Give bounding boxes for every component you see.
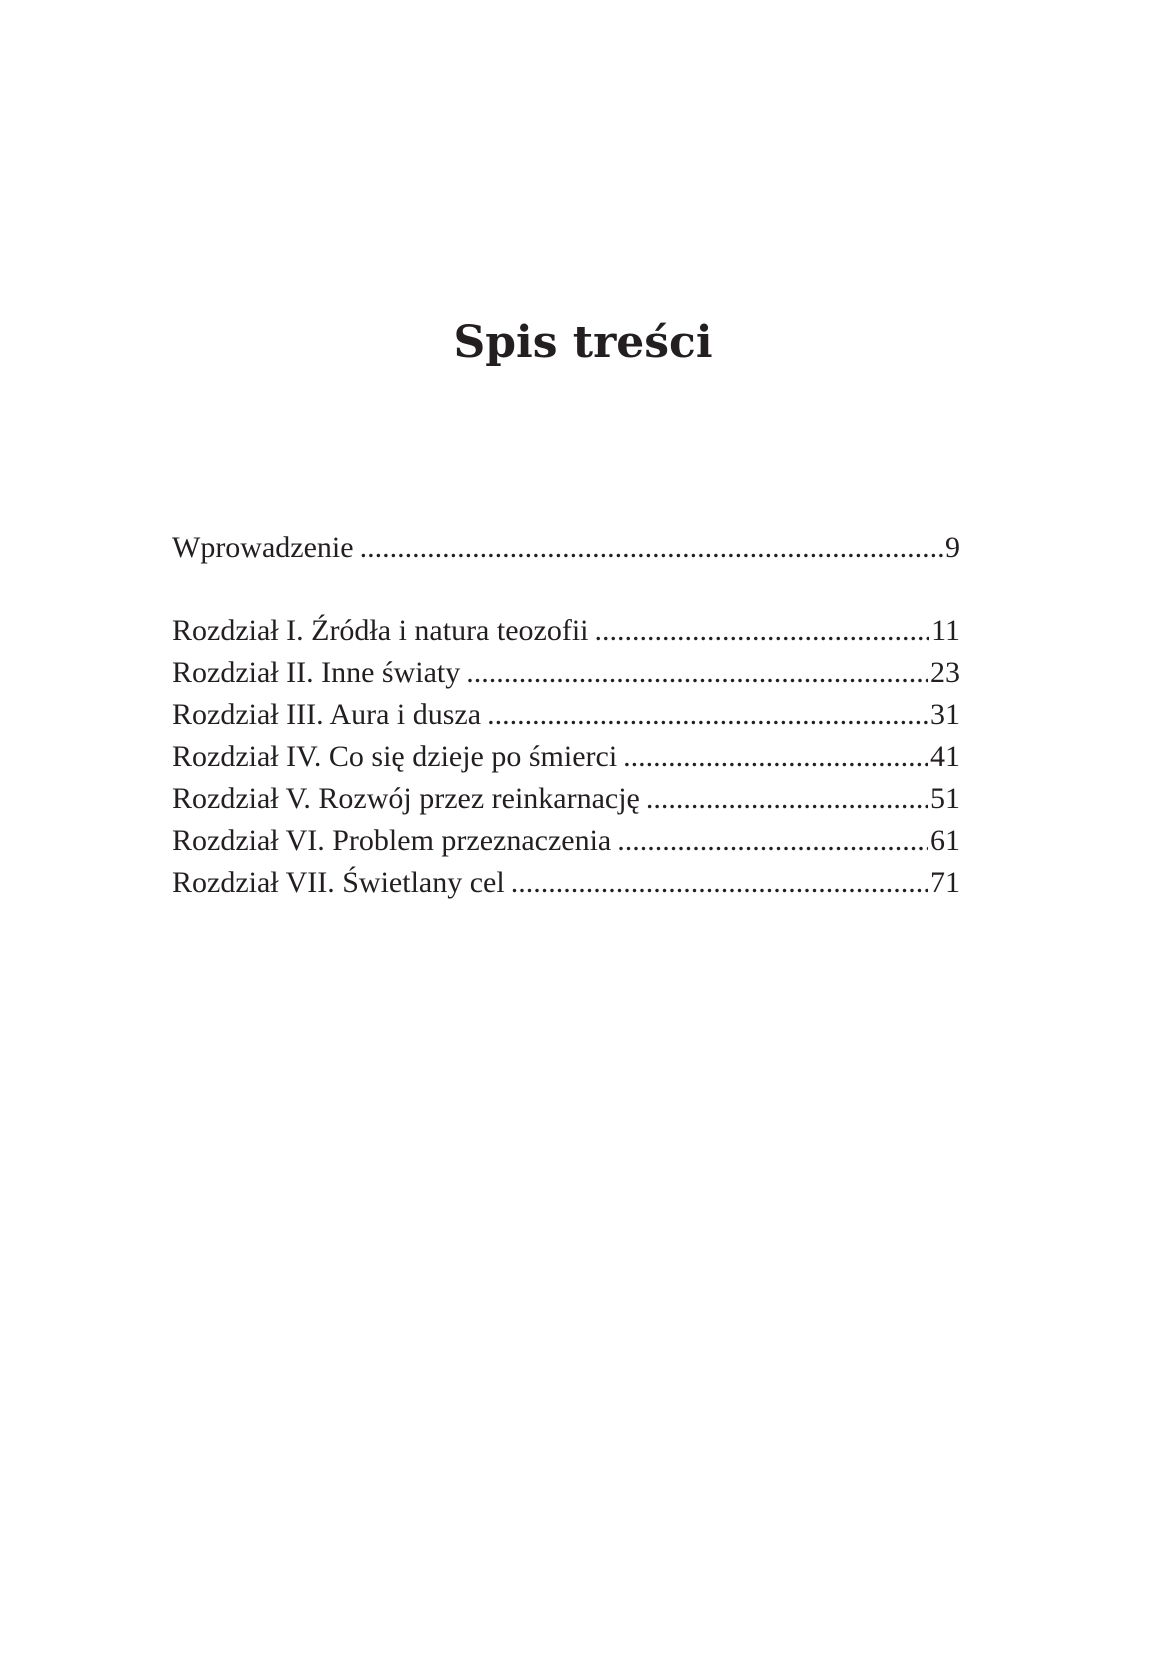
table-of-contents xyxy=(172,527,960,904)
dot-leader xyxy=(595,610,930,652)
dot-leader xyxy=(617,820,928,862)
toc-entry-intro xyxy=(172,527,960,569)
dot-leader xyxy=(511,862,928,904)
toc-entry-page: 11 xyxy=(931,614,960,647)
dot-leader xyxy=(646,778,928,820)
toc-entry-label: Rozdział IV. Co się dzieje po śmierci xyxy=(172,740,618,773)
toc-entry-page: 61 xyxy=(930,824,960,857)
toc-entry-page: 71 xyxy=(930,866,960,899)
toc-entry-label: Rozdział VI. Problem przeznaczenia xyxy=(172,824,612,857)
toc-entry-label: Rozdział II. Inne światy xyxy=(172,656,461,689)
dot-leader xyxy=(466,652,928,694)
toc-entry-chapter-7 xyxy=(172,862,960,904)
toc-entry-label: Rozdział III. Aura i dusza xyxy=(172,698,482,731)
toc-entry-label: Wprowadzenie xyxy=(172,531,354,564)
toc-entry-chapter-2 xyxy=(172,652,960,694)
dot-leader xyxy=(360,527,943,569)
toc-entry-label: Rozdział I. Źródła i natura teozofii xyxy=(172,614,589,647)
toc-entry-page: 23 xyxy=(930,656,960,689)
dot-leader xyxy=(623,736,928,778)
toc-entry-chapter-1 xyxy=(172,610,960,652)
toc-entry-page: 9 xyxy=(945,531,960,564)
toc-entry-chapter-3 xyxy=(172,694,960,736)
toc-entry-chapter-4 xyxy=(172,736,960,778)
toc-entry-chapter-5 xyxy=(172,778,960,820)
toc-entry-page: 31 xyxy=(930,698,960,731)
toc-entry-page: 41 xyxy=(930,740,960,773)
toc-entry-label: Rozdział VII. Świetlany cel xyxy=(172,866,505,899)
toc-entry-chapter-6 xyxy=(172,820,960,862)
toc-entry-page: 51 xyxy=(930,782,960,815)
page-title: Spis treści xyxy=(453,317,713,369)
dot-leader xyxy=(487,694,928,736)
toc-entry-label: Rozdział V. Rozwój przez reinkarnację xyxy=(172,782,640,815)
